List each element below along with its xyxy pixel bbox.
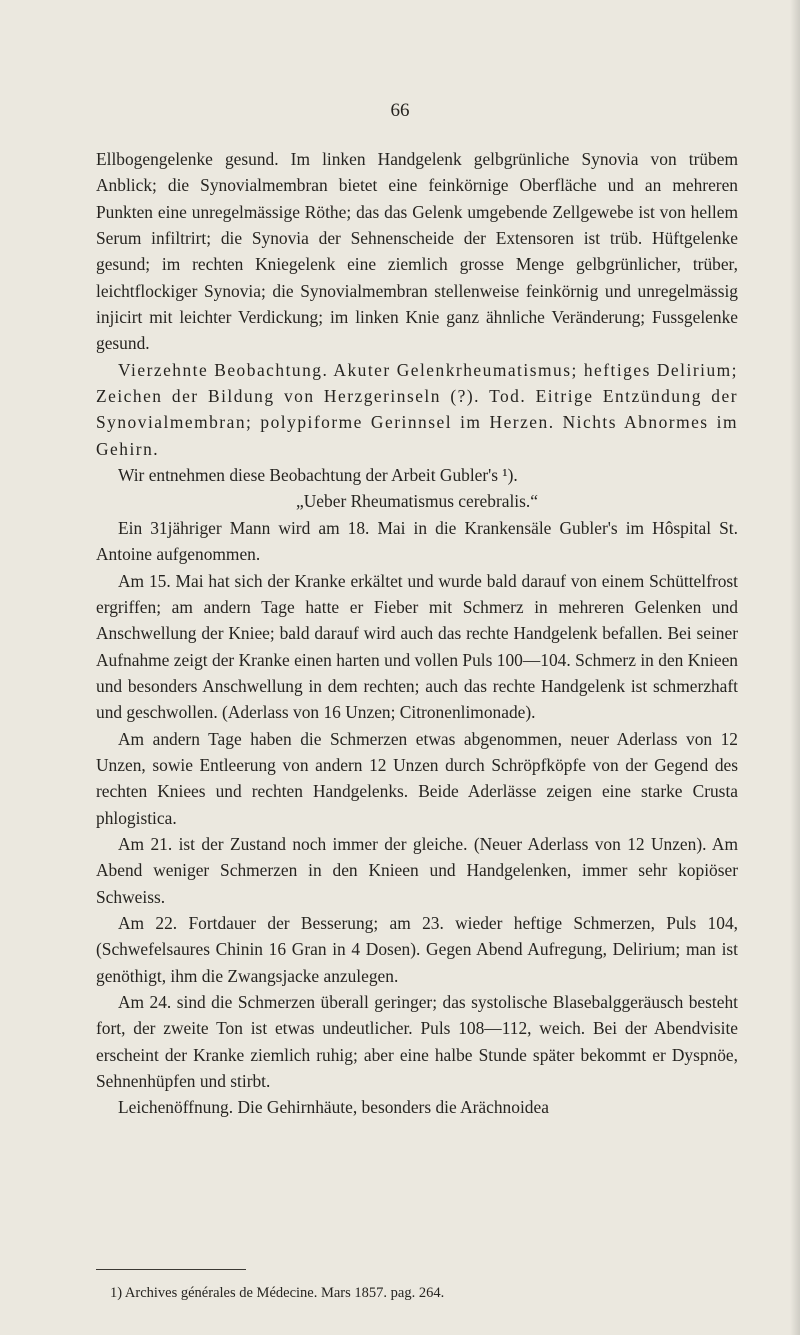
page-edge-shadow (790, 0, 800, 1335)
footnote-divider (96, 1269, 246, 1270)
body-text (96, 146, 738, 1121)
paragraph-article-title: „Ueber Rheumatismus cerebralis.“ (296, 491, 538, 512)
paragraph-day-21: Am 21. ist der Zustand noch immer der gleiche. (Neuer Aderlass von 12 Unzen). Am Abend weniger Schmerzen in den Knieen und Handgelenken, immer sehr kopiöser Schweiss. (96, 833, 738, 907)
paragraph-next-day: Am andern Tage haben die Schmerzen etwas abgenommen, neuer Aderlass von 12 Unzen, sowie Entleerung von andern 12 Unzen durch Schröpfköpfe von der Gegend des rechten Kniees und rechten Handgelenks. Beide Aderlässe zeigen eine starke Crusta phlogistica. (96, 728, 738, 828)
paragraph-autopsy-findings: Ellbogengelenke gesund. Im linken Handgelenk gelbgrünliche Synovia von trübem Anblick; die Synovialmembran bietet eine feinkörnige Oberfläche und an mehreren Punkten eine unregelmässige Röthe; das das Gelenk umgebende Zellgewebe ist von hellem Serum infiltrirt; die Synovia der Sehnenscheide der Extensoren ist trüb. Hüftgelenke gesund; im rechten Kniegelenk eine ziemlich grosse Menge gelbgrünlicher, trüber, leichtflockiger Synovia; die Synovialmembran stellenweise feinkörnig und unregelmässig injicirt mit leichter Verdickung; im linken Knie ganz ähnliche Veränderung; Fussgelenke gesund. (96, 149, 738, 354)
paragraph-autopsy: Leichenöffnung. Die Gehirnhäute, besonders die Arächnoidea (118, 1097, 549, 1118)
paragraph-day-24: Am 24. sind die Schmerzen überall geringer; das systolische Blasebalggeräusch besteht fort, der zweite Ton ist etwas undeutlicher. Puls 108—112, weich. Bei der Abendvisite erscheint der Kranke ziemlich ruhig; aber eine halbe Stunde später bekommt er Dyspnöe, Sehnenhüpfen und stirbt. (96, 992, 738, 1092)
paragraph-day-22: Am 22. Fortdauer der Besserung; am 23. wieder heftige Schmerzen, Puls 104, (Schwefelsaures Chinin 16 Gran in 4 Dosen). Gegen Abend Aufregung, Delirium; man ist genöthigt, ihm die Zwangsjacke anzulegen. (96, 912, 738, 986)
page-number: 66 (390, 100, 410, 121)
paragraph-case-heading: Vierzehnte Beobachtung. Akuter Gelenkrheumatismus; heftiges Delirium; Zeichen der Bildung von Herzgerinseln (?). Tod. Eitrige Entzündung der Synovialmembran; polypiforme Gerinnsel im Herzen. Nichts Abnormes im Gehirn. (96, 359, 738, 459)
paragraph-source: Wir entnehmen diese Beobachtung der Arbeit Gubler's ¹). (118, 465, 518, 486)
paragraph-onset: Am 15. Mai hat sich der Kranke erkältet und wurde bald darauf von einem Schüttelfrost ergriffen; am andern Tage hatte er Fieber mit Schmerz in mehreren Gelenken und Anschwellung der Kniee; bald darauf wird auch das rechte Handgelenk befallen. Bei seiner Aufnahme zeigt der Kranke einen harten und vollen Puls 100—104. Schmerz in den Knieen und besonders Anschwellung in dem rechten; auch das rechte Handgelenk ist schmerzhaft und geschwollen. (Aderlass von 16 Unzen; Citronenlimonade). (96, 570, 738, 723)
footnote: 1) Archives générales de Médecine. Mars 1857. pag. 264. (110, 1285, 445, 1301)
paragraph-admission: Ein 31jähriger Mann wird am 18. Mai in die Krankensäle Gubler's im Hôspital St. Antoine aufgenommen. (96, 517, 738, 565)
